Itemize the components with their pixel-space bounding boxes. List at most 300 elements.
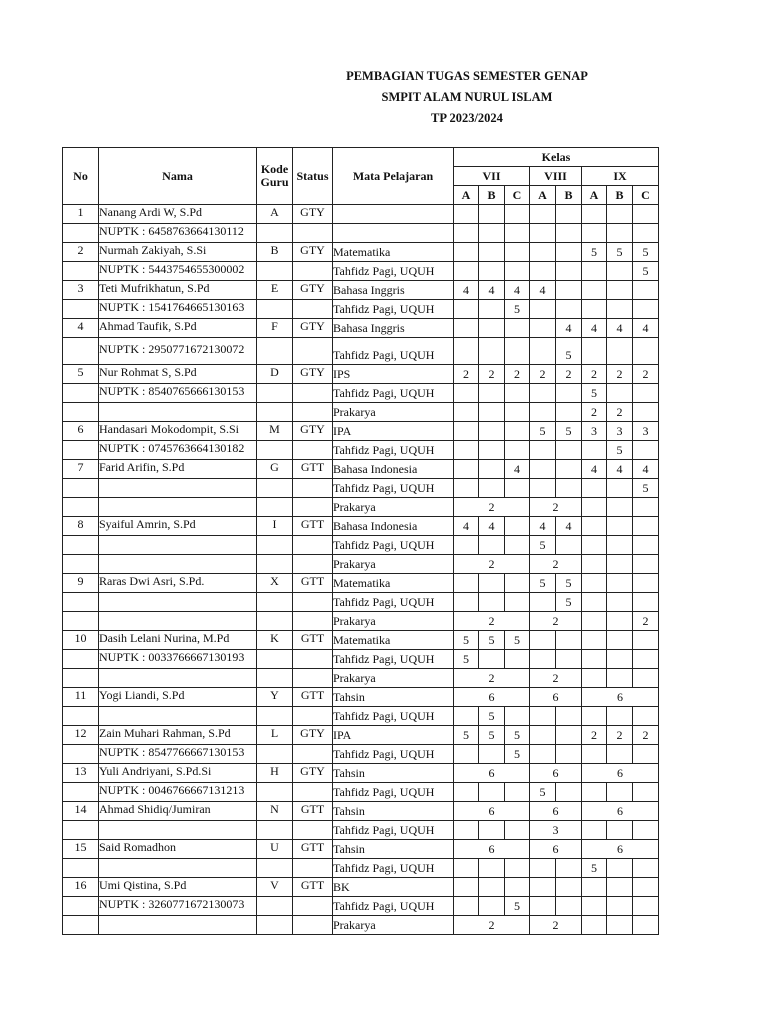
empty-cell (633, 384, 659, 403)
subject-cell (333, 384, 454, 403)
period-count: 2 (607, 403, 633, 422)
empty-cell (607, 650, 633, 669)
period-count: 5 (479, 631, 505, 650)
empty-cell (556, 859, 582, 878)
teacher-status-cell (293, 460, 333, 479)
teacher-name-cell (99, 783, 257, 802)
empty-cell (633, 338, 659, 365)
table-row (63, 764, 659, 783)
empty-cell (454, 745, 479, 764)
subject-cell (333, 821, 454, 840)
teacher-name: NUPTK : 6458763664130112 (99, 224, 244, 238)
teacher-name: Yogi Liandi, S.Pd (99, 688, 185, 702)
teacher-name-cell (99, 441, 257, 460)
period-count: 5 (530, 422, 556, 441)
empty-cell (556, 384, 582, 403)
empty-cell (582, 479, 607, 498)
period-count: 5 (556, 574, 582, 593)
empty-cell (505, 593, 530, 612)
teacher-status-cell (293, 840, 333, 859)
teacher-status-cell (293, 707, 333, 726)
empty-cell (582, 878, 607, 897)
subject: Prakarya (333, 500, 376, 514)
table-row (63, 460, 659, 479)
teacher-status: GTT (300, 688, 325, 702)
teacher-code-cell (257, 688, 293, 707)
period-count: 5 (505, 897, 530, 916)
table-row (63, 441, 659, 460)
empty-cell (633, 916, 659, 935)
empty-cell (633, 897, 659, 916)
teacher-name-cell (99, 338, 257, 365)
empty-cell (530, 460, 556, 479)
teacher-status-cell (293, 612, 333, 631)
period-count: 5 (505, 631, 530, 650)
teacher-code-cell (257, 821, 293, 840)
teacher-name: Raras Dwi Asri, S.Pd. (99, 574, 205, 588)
period-count: 6 (582, 802, 659, 821)
subject-cell (333, 300, 454, 319)
row-number-cell (63, 498, 99, 517)
empty-cell (479, 300, 505, 319)
empty-cell (582, 821, 607, 840)
empty-cell (505, 479, 530, 498)
empty-cell (479, 205, 505, 224)
teacher-name-cell (99, 631, 257, 650)
empty-cell (633, 707, 659, 726)
empty-cell (530, 205, 556, 224)
empty-cell (556, 707, 582, 726)
empty-cell (582, 631, 607, 650)
teacher-status-cell (293, 338, 333, 365)
empty-cell (530, 745, 556, 764)
teacher-status-cell (293, 726, 333, 745)
table-row (63, 517, 659, 536)
empty-cell (479, 403, 505, 422)
table-row (63, 897, 659, 916)
empty-cell (505, 224, 530, 243)
empty-cell (633, 878, 659, 897)
header-section: A (454, 186, 479, 205)
teacher-name-cell (99, 422, 257, 441)
row-number-cell (63, 878, 99, 897)
empty-cell (479, 593, 505, 612)
teacher-status-cell (293, 365, 333, 384)
empty-cell (454, 384, 479, 403)
teacher-code: D (270, 365, 279, 379)
empty-cell (607, 205, 633, 224)
teacher-name-cell (99, 612, 257, 631)
empty-cell (530, 262, 556, 281)
empty-cell (607, 479, 633, 498)
period-count: 5 (556, 422, 582, 441)
header-grade-ix: IX (582, 167, 659, 186)
teacher-name: Nur Rohmat S, S.Pd (99, 365, 197, 379)
subject: Tahfidz Pagi, UQUH (333, 899, 435, 913)
teacher-name-cell (99, 745, 257, 764)
teacher-status-cell (293, 384, 333, 403)
teacher-code-cell (257, 319, 293, 338)
empty-cell (607, 859, 633, 878)
period-count: 2 (454, 498, 530, 517)
empty-cell (607, 338, 633, 365)
period-count: 5 (633, 262, 659, 281)
subject-cell (333, 403, 454, 422)
empty-cell (607, 555, 633, 574)
empty-cell (582, 897, 607, 916)
period-count: 2 (454, 555, 530, 574)
empty-cell (530, 319, 556, 338)
teacher-code-cell (257, 840, 293, 859)
row-number-cell (63, 555, 99, 574)
subject: Prakarya (333, 557, 376, 571)
header-kode-guru: Kode Guru (257, 148, 293, 205)
empty-cell (505, 574, 530, 593)
header-status: Status (293, 148, 333, 205)
table-row (63, 802, 659, 821)
empty-cell (582, 517, 607, 536)
teacher-status-cell (293, 479, 333, 498)
empty-cell (479, 859, 505, 878)
empty-cell (505, 878, 530, 897)
subject-cell (333, 460, 454, 479)
teacher-status: GTY (300, 764, 325, 778)
empty-cell (582, 555, 607, 574)
empty-cell (530, 631, 556, 650)
empty-cell (479, 422, 505, 441)
empty-cell (633, 821, 659, 840)
teacher-code: B (270, 243, 279, 257)
row-number: 15 (74, 840, 87, 854)
subject-cell (333, 338, 454, 365)
period-count: 5 (582, 859, 607, 878)
teacher-status-cell (293, 403, 333, 422)
teacher-name: NUPTK : 8540765666130153 (99, 384, 245, 398)
teacher-code: U (270, 840, 279, 854)
period-count: 4 (454, 517, 479, 536)
teacher-status-cell (293, 821, 333, 840)
empty-cell (607, 897, 633, 916)
teacher-status-cell (293, 422, 333, 441)
empty-cell (633, 669, 659, 688)
period-count: 2 (530, 365, 556, 384)
row-number: 8 (77, 517, 84, 531)
period-count: 5 (454, 631, 479, 650)
table-row (63, 422, 659, 441)
teacher-name-cell (99, 300, 257, 319)
period-count: 2 (479, 365, 505, 384)
subject-cell (333, 878, 454, 897)
teacher-status-cell (293, 281, 333, 300)
empty-cell (582, 593, 607, 612)
subject: Prakarya (333, 671, 376, 685)
subject: Prakarya (333, 405, 376, 419)
teacher-status-cell (293, 650, 333, 669)
teacher-name: Yuli Andriyani, S.Pd.Si (99, 764, 212, 778)
empty-cell (607, 224, 633, 243)
subject: Tahsin (333, 690, 365, 704)
empty-cell (607, 384, 633, 403)
teacher-name-cell (99, 897, 257, 916)
subject: Tahfidz Pagi, UQUH (333, 264, 435, 278)
empty-cell (556, 281, 582, 300)
subject: IPA (333, 728, 352, 742)
teacher-status-cell (293, 878, 333, 897)
period-count: 2 (582, 365, 607, 384)
empty-cell (505, 403, 530, 422)
subject-cell (333, 224, 454, 243)
empty-cell (607, 707, 633, 726)
period-count: 3 (582, 422, 607, 441)
row-number-cell (63, 612, 99, 631)
teacher-code-cell (257, 555, 293, 574)
table-row (63, 555, 659, 574)
period-count: 2 (530, 916, 582, 935)
subject: Tahfidz Pagi, UQUH (333, 302, 435, 316)
empty-cell (530, 593, 556, 612)
subject-cell (333, 726, 454, 745)
table-row (63, 300, 659, 319)
empty-cell (505, 821, 530, 840)
empty-cell (479, 479, 505, 498)
period-count: 5 (454, 650, 479, 669)
period-count: 4 (530, 517, 556, 536)
teacher-name-cell (99, 224, 257, 243)
empty-cell (454, 300, 479, 319)
empty-cell (582, 224, 607, 243)
teacher-code: L (270, 726, 279, 740)
empty-cell (454, 859, 479, 878)
teacher-status: GTT (300, 631, 325, 645)
title-line-1: PEMBAGIAN TUGAS SEMESTER GENAP (346, 69, 588, 83)
period-count: 6 (454, 840, 530, 859)
period-count: 5 (505, 745, 530, 764)
empty-cell (582, 669, 607, 688)
teacher-status: GTY (300, 726, 325, 740)
period-count: 5 (454, 726, 479, 745)
empty-cell (479, 319, 505, 338)
header-mata-pelajaran: Mata Pelajaran (333, 148, 454, 205)
row-number-cell (63, 300, 99, 319)
empty-cell (454, 593, 479, 612)
teacher-code: H (270, 764, 279, 778)
teacher-name-cell (99, 536, 257, 555)
empty-cell (454, 319, 479, 338)
period-count: 2 (530, 669, 582, 688)
teacher-name-cell (99, 517, 257, 536)
title-line-2: SMPIT ALAM NURUL ISLAM (381, 90, 553, 104)
teacher-code-cell (257, 479, 293, 498)
teacher-status: GTT (300, 574, 325, 588)
table-row (63, 243, 659, 262)
period-count: 5 (530, 783, 556, 802)
period-count: 4 (454, 281, 479, 300)
empty-cell (607, 574, 633, 593)
period-count: 6 (530, 802, 582, 821)
teacher-code-cell (257, 764, 293, 783)
table-row (63, 726, 659, 745)
period-count: 4 (505, 460, 530, 479)
subject-cell (333, 840, 454, 859)
empty-cell (607, 517, 633, 536)
empty-cell (607, 262, 633, 281)
teacher-code-cell (257, 224, 293, 243)
period-count: 5 (582, 384, 607, 403)
empty-cell (556, 300, 582, 319)
empty-cell (454, 338, 479, 365)
teacher-name: NUPTK : 0033766667130193 (99, 650, 245, 664)
subject: IPA (333, 424, 352, 438)
teacher-status: GTY (300, 243, 325, 257)
teacher-status-cell (293, 574, 333, 593)
teacher-name: NUPTK : 0046766667131213 (99, 783, 245, 797)
teacher-status: GTY (300, 319, 325, 333)
empty-cell (530, 441, 556, 460)
row-number-cell (63, 403, 99, 422)
teacher-status-cell (293, 517, 333, 536)
empty-cell (607, 878, 633, 897)
teacher-name: NUPTK : 1541764665130163 (99, 300, 245, 314)
empty-cell (530, 650, 556, 669)
teacher-status-cell (293, 897, 333, 916)
table-row (63, 593, 659, 612)
empty-cell (633, 631, 659, 650)
header-grade-viii: VIII (530, 167, 582, 186)
row-number-cell (63, 205, 99, 224)
empty-cell (607, 631, 633, 650)
teacher-name-cell (99, 281, 257, 300)
teacher-name-cell (99, 802, 257, 821)
teacher-name: Said Romadhon (99, 840, 176, 854)
teacher-status: GTY (300, 281, 325, 295)
teacher-code-cell (257, 498, 293, 517)
teacher-status-cell (293, 916, 333, 935)
subject: Tahfidz Pagi, UQUH (333, 823, 435, 837)
period-count: 4 (633, 319, 659, 338)
teacher-code: A (270, 205, 279, 219)
teacher-status-cell (293, 262, 333, 281)
header-section: B (479, 186, 505, 205)
teacher-code-cell (257, 403, 293, 422)
period-count: 3 (530, 821, 582, 840)
teacher-code-cell (257, 916, 293, 935)
subject: Prakarya (333, 918, 376, 932)
teacher-code-cell (257, 517, 293, 536)
row-number: 2 (77, 243, 84, 257)
empty-cell (607, 281, 633, 300)
table-row (63, 650, 659, 669)
table-row (63, 479, 659, 498)
empty-cell (582, 783, 607, 802)
teacher-code-cell (257, 384, 293, 403)
teacher-name: NUPTK : 3260771672130073 (99, 897, 245, 911)
subject-cell (333, 650, 454, 669)
subject: Tahfidz Pagi, UQUH (333, 386, 435, 400)
teacher-code-cell (257, 897, 293, 916)
subject-cell (333, 441, 454, 460)
teacher-code-cell (257, 338, 293, 365)
empty-cell (633, 650, 659, 669)
period-count: 5 (530, 574, 556, 593)
empty-cell (556, 243, 582, 262)
subject-cell (333, 422, 454, 441)
row-number-cell (63, 726, 99, 745)
row-number: 7 (77, 460, 84, 474)
subject-cell (333, 479, 454, 498)
teacher-name: Ahmad Shidiq/Jumiran (99, 802, 211, 816)
empty-cell (530, 897, 556, 916)
header-nama: Nama (99, 148, 257, 205)
table-row (63, 205, 659, 224)
empty-cell (530, 479, 556, 498)
empty-cell (479, 878, 505, 897)
table-row (63, 916, 659, 935)
empty-cell (505, 859, 530, 878)
empty-cell (633, 536, 659, 555)
empty-cell (505, 262, 530, 281)
row-number-cell (63, 517, 99, 536)
empty-cell (556, 441, 582, 460)
table-row (63, 878, 659, 897)
empty-cell (454, 783, 479, 802)
teacher-status-cell (293, 631, 333, 650)
empty-cell (582, 574, 607, 593)
teacher-name: NUPTK : 0745763664130182 (99, 441, 245, 455)
teacher-name-cell (99, 460, 257, 479)
subject-cell (333, 498, 454, 517)
empty-cell (479, 574, 505, 593)
subject-cell (333, 574, 454, 593)
period-count: 6 (530, 688, 582, 707)
subject-cell (333, 916, 454, 935)
empty-cell (633, 859, 659, 878)
row-number-cell (63, 840, 99, 859)
period-count: 6 (582, 688, 659, 707)
period-count: 2 (454, 916, 530, 935)
period-count: 2 (505, 365, 530, 384)
empty-cell (633, 783, 659, 802)
empty-cell (556, 783, 582, 802)
teacher-name-cell (99, 878, 257, 897)
table-row (63, 319, 659, 338)
empty-cell (556, 726, 582, 745)
period-count: 6 (582, 840, 659, 859)
period-count: 5 (505, 726, 530, 745)
period-count: 4 (556, 319, 582, 338)
subject: Matematika (333, 576, 391, 590)
period-count: 6 (582, 764, 659, 783)
empty-cell (479, 338, 505, 365)
period-count: 5 (505, 300, 530, 319)
empty-cell (479, 783, 505, 802)
subject-cell (333, 536, 454, 555)
row-number: 3 (77, 281, 84, 295)
teacher-status-cell (293, 498, 333, 517)
row-number-cell (63, 319, 99, 338)
empty-cell (607, 745, 633, 764)
teacher-name-cell (99, 574, 257, 593)
empty-cell (556, 403, 582, 422)
empty-cell (556, 878, 582, 897)
teacher-name-cell (99, 916, 257, 935)
empty-cell (633, 281, 659, 300)
teacher-name: Dasih Lelani Nurina, M.Pd (99, 631, 230, 645)
subject: Tahfidz Pagi, UQUH (333, 652, 435, 666)
teacher-name: Nurmah Zakiyah, S.Si (99, 243, 207, 257)
row-number-cell (63, 243, 99, 262)
teacher-code-cell (257, 281, 293, 300)
teacher-code: E (270, 281, 279, 295)
